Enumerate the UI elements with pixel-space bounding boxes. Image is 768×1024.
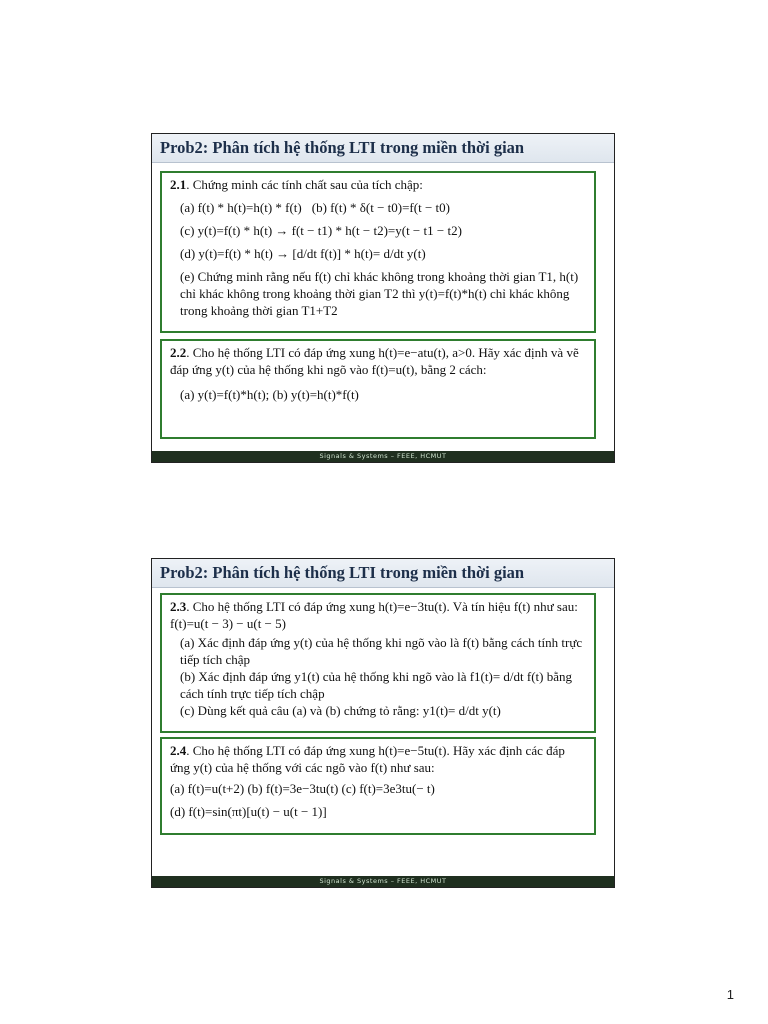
problem-number: 2.4: [170, 743, 187, 758]
problem-2-4-box: [160, 737, 596, 835]
item-abc: (a) f(t)=u(t+2) (b) f(t)=3e−3tu(t) (c) f(t)=3e3tu(− t): [170, 781, 435, 796]
slide-footer: Signals & Systems – FEEE, HCMUT: [152, 876, 614, 887]
item-c: (c) y(t)=f(t) * h(t) → f(t − t1) * h(t − t2)=y(t − t1 − t2): [180, 223, 462, 238]
item-ab: (a) y(t)=f(t)*h(t); (b) y(t)=h(t)*f(t): [180, 387, 359, 402]
problem-statement: [170, 176, 586, 193]
problem-2-1-box: [160, 171, 596, 333]
problem-2-2-box: [160, 339, 596, 439]
item-c: (c) Dùng kết quả câu (a) và (b) chứng tỏ rằng: y1(t)= d/dt y(t): [180, 703, 501, 718]
page-number: 1: [726, 987, 734, 1002]
slide-title: Prob2: Phân tích hệ thống LTI trong miền thời gian: [152, 134, 614, 163]
item-a: (a) f(t) * h(t)=h(t) * f(t) (b) f(t) * δ(t − t0)=f(t − t0): [180, 200, 450, 215]
item-b: (b) f(t) * δ(t − t0)=f(t − t0): [311, 200, 450, 215]
problem-statement: [170, 742, 586, 776]
problem-statement: [170, 344, 586, 378]
problem-number: 2.1: [170, 177, 187, 192]
problem-text: . Cho hệ thống LTI có đáp ứng xung h(t)=e−atu(t), a>0. Hãy xác định và vẽ đáp ứng y(t) của hệ thống khi ngõ vào f(t)=u(t), bằng 2 cách:: [170, 345, 579, 377]
problem-number: 2.3: [170, 599, 187, 614]
item-d: (d) y(t)=f(t) * h(t) → [d/dt f(t)] * h(t)= d/dt y(t): [180, 246, 426, 261]
slide-2: [151, 558, 615, 888]
problem-text: . Cho hệ thống LTI có đáp ứng xung h(t)=e−3tu(t). Và tín hiệu f(t) như sau: f(t)=u(t − 3) − u(t − 5): [170, 599, 578, 631]
problem-text: . Chứng minh các tính chất sau của tích chập:: [186, 177, 423, 192]
item-a: (a) Xác định đáp ứng y(t) của hệ thống khi ngõ vào là f(t) bằng cách tính trực tiếp tích chập: [180, 635, 583, 667]
slide-footer: Signals & Systems – FEEE, HCMUT: [152, 451, 614, 462]
slide-title: Prob2: Phân tích hệ thống LTI trong miền thời gian: [152, 559, 614, 588]
problem-text: . Cho hệ thống LTI có đáp ứng xung h(t)=e−5tu(t). Hãy xác định các đáp ứng y(t) của hệ thống với các ngõ vào f(t) như sau:: [170, 743, 565, 775]
item-d: (d) f(t)=sin(πt)[u(t) − u(t − 1)]: [170, 804, 327, 819]
problem-number: 2.2: [170, 345, 187, 360]
problem-statement: [170, 598, 586, 632]
problem-2-3-box: [160, 593, 596, 733]
item-e: (e) Chứng minh rằng nếu f(t) chỉ khác không trong khoảng thời gian T1, h(t) chỉ khác không trong khoảng thời gian T2 thì y(t)=f(t)*h(t) chỉ khác không trong khoảng thời gian T1+T2: [180, 269, 579, 318]
slide-1: [151, 133, 615, 463]
item-b: (b) Xác định đáp ứng y1(t) của hệ thống khi ngõ vào là f1(t)= d/dt f(t) bằng cách tính trực tiếp tích chập: [180, 669, 572, 701]
